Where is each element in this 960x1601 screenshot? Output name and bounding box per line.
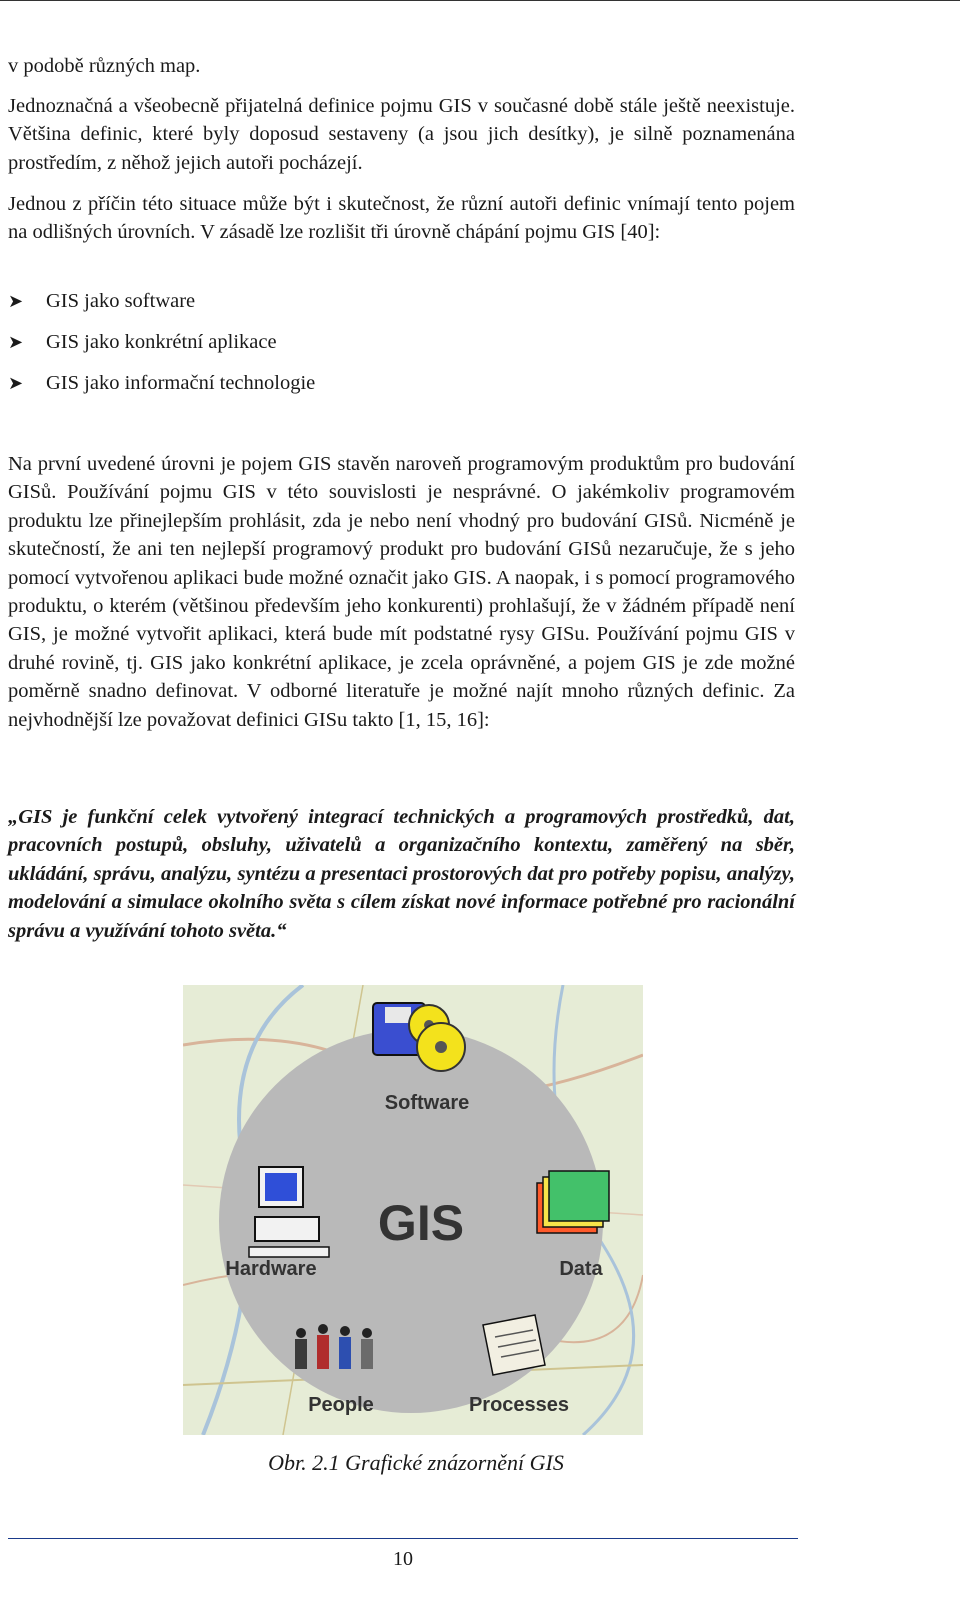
arrowhead-bullet-icon: ➤ bbox=[8, 332, 24, 352]
paragraph-levels-intro: Jednou z příčin této situace může být i skutečnost, že různí autoři definic vnímají tento pojem na odlišných úrovních. V zásadě lze rozlišit tři úrovně chápání pojmu GIS [40]: bbox=[8, 193, 795, 244]
top-rule bbox=[0, 0, 960, 1]
definition-quote: „GIS je funkční celek vytvořený integrací technických a programových prostředků, dat, pracovních postupů, obsluhy, uživatelů a organizačního kontextu, zaměřený na sběr, ukládání, správu, analýzu, syntézu a presentaci prostorových dat pro potřeby popisu, analýzy, modelování a simulace okolního světa s cílem získat nové informace potřebné pro racionální správu a využívání tohoto světa.“ bbox=[8, 806, 795, 942]
paragraph-intro-end: v podobě různých map. bbox=[8, 55, 201, 77]
arrowhead-bullet-icon: ➤ bbox=[8, 291, 24, 311]
hardware-label: Hardware bbox=[225, 1258, 317, 1280]
paragraph-definition-intro: Jednoznačná a všeobecně přijatelná definice pojmu GIS v současné době stále ještě neexistuje. Většina definic, které byly doposud sestaveny (a jsou jich desítky), je silně poznamenána prostředím, z něhož jejich autoři pocházejí. bbox=[8, 95, 795, 174]
gis-diagram bbox=[183, 985, 643, 1435]
data-map-layers-icon bbox=[537, 1171, 609, 1233]
data-label: Data bbox=[559, 1258, 603, 1280]
footer-rule bbox=[8, 1538, 798, 1539]
processes-documents-icon bbox=[483, 1315, 545, 1375]
software-label: Software bbox=[384, 1092, 470, 1114]
arrowhead-bullet-icon: ➤ bbox=[8, 373, 24, 393]
processes-label: Processes bbox=[468, 1394, 570, 1416]
paragraph-levels-discussion: Na první uvedené úrovni je pojem GIS stavěn naroveň programovým produktům pro budování GISů. Používání pojmu GIS v této souvislosti je nesprávné. O jakémkoliv programovém produktu lze přinejlepším prohlásit, zda je nebo není vhodný pro budování GISů. Nicméně je skutečností, že ani ten nejlepší programový produkt pro budování GISů nezaručuje, že s jeho pomocí vytvořenou aplikaci bude možné označit jako GIS. A naopak, i s pomocí programového produktu, o kterém (většinou především jeho konkurenti) prohlašují, že v žádném případě není GIS, je možné vytvořit aplikaci, která bude mít podstatné rysy GISu. Používání pojmu GIS v druhé rovině, tj. GIS jako konkrétní aplikace, je zcela oprávněné, a pojem GIS je zde možné poměrně snadno definovat. V odborné literatuře je možné najít mnoho různých definic. Za nejvhodnější lze považovat definici GISu takto [1, 15, 16]: bbox=[8, 453, 795, 731]
people-label: People bbox=[308, 1394, 374, 1416]
page-number: 10 bbox=[393, 1548, 413, 1570]
gis-center-label: GIS bbox=[377, 1195, 465, 1251]
figure-caption: Obr. 2.1 Grafické znázornění GIS bbox=[268, 1450, 564, 1475]
gis-figure bbox=[183, 985, 643, 1435]
